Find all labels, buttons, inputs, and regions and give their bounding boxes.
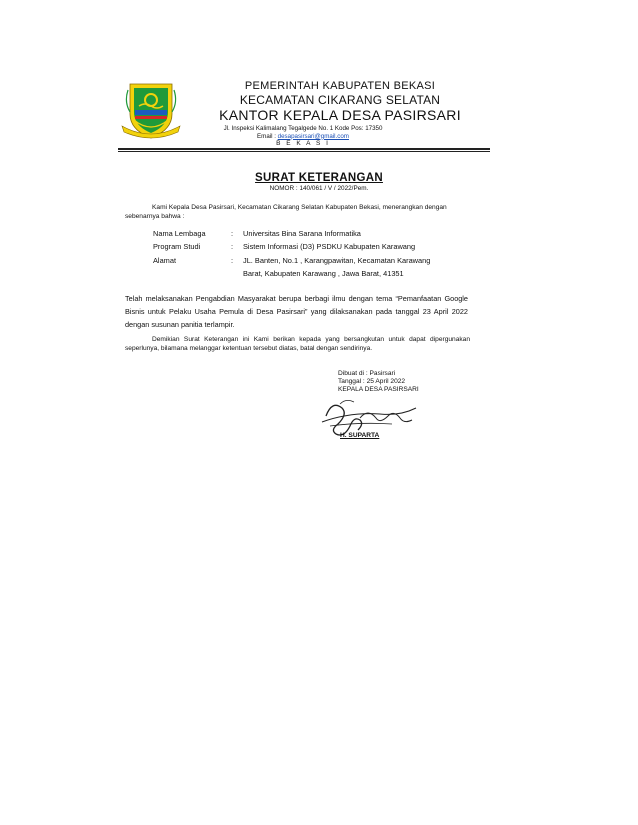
district-line: KECAMATAN CIKARANG SELATAN bbox=[239, 93, 441, 107]
detail-row-address bbox=[153, 254, 483, 267]
signer-position: KEPALA DESA PASIRSARI bbox=[338, 386, 419, 394]
email-line bbox=[213, 133, 393, 141]
signer-name: H. SUPARTA bbox=[340, 432, 380, 439]
office-line: KANTOR KEPALA DESA PASIRSARI bbox=[219, 107, 461, 123]
detail-row-institution bbox=[153, 227, 483, 240]
address-line: Jl. Inspeksi Kalimalang Tegalgede No. 1 Kode Pos: 17350 bbox=[223, 125, 383, 132]
email-link[interactable]: desapasirsari@gmail.com bbox=[277, 132, 349, 140]
detail-value: JL. Banten, No.1 , Karangpawitan, Kecamatan Karawang bbox=[243, 255, 431, 265]
institution-details bbox=[153, 227, 483, 281]
letterhead bbox=[190, 80, 490, 124]
letterhead-address bbox=[213, 125, 393, 148]
made-at: Dibuat di : Pasirsari bbox=[338, 370, 396, 377]
city-line: B E K A S I bbox=[276, 140, 330, 148]
letter-title: SURAT KETERANGAN bbox=[255, 172, 383, 184]
letterhead-divider-thin bbox=[118, 151, 490, 152]
closing-paragraph: Demikian Surat Keterangan ini Kami berikan kepada yang bersangkutan untuk dapat dipergunakan seperlunya, bilamana melanggar ketentuan tersebut diatas, batal dengan sendirinya. bbox=[125, 336, 470, 353]
detail-value: Universitas Bina Sarana Informatika bbox=[243, 229, 361, 238]
signature-block bbox=[338, 370, 419, 395]
address-continued: Barat, Kabupaten Karawang , Jawa Barat, 41351 bbox=[243, 269, 404, 279]
letterhead-divider-thick bbox=[118, 148, 490, 150]
bekasi-regency-emblem bbox=[120, 80, 182, 142]
sign-date: Tanggal : 25 April 2022 bbox=[338, 378, 406, 386]
detail-value: Sistem Informasi (D3) PSDKU Kabupaten Karawang bbox=[243, 242, 416, 252]
detail-label: Program Studi bbox=[153, 242, 201, 252]
detail-colon: : bbox=[231, 229, 234, 238]
detail-label: Nama Lembaga bbox=[153, 229, 206, 238]
detail-label: Alamat bbox=[153, 255, 177, 265]
government-line: PEMERINTAH KABUPATEN BEKASI bbox=[244, 80, 436, 92]
activity-paragraph: Telah melaksanakan Pengabdian Masyarakat berupa berbagi ilmu dengan tema “Pemanfaatan Google Bisnis untuk Pelaku Usaha Pemula di Desa Pasirsari” yang dilaksanakan pada tanggal 23 April 2022 dengan susunan panitia terlampir. bbox=[125, 294, 468, 329]
detail-colon: : bbox=[231, 255, 234, 265]
letter-number: NOMOR : 140/061 / V / 2022/Pem. bbox=[269, 185, 369, 192]
detail-row-address-continued bbox=[153, 267, 483, 280]
detail-colon: : bbox=[231, 242, 234, 252]
email-label: Email : bbox=[257, 132, 278, 140]
intro-paragraph: Kami Kepala Desa Pasirsari, Kecamatan Cikarang Selatan Kabupaten Bekasi, menerangkan dengan sebenarnya bahwa : bbox=[125, 204, 447, 221]
detail-row-program bbox=[153, 240, 483, 253]
